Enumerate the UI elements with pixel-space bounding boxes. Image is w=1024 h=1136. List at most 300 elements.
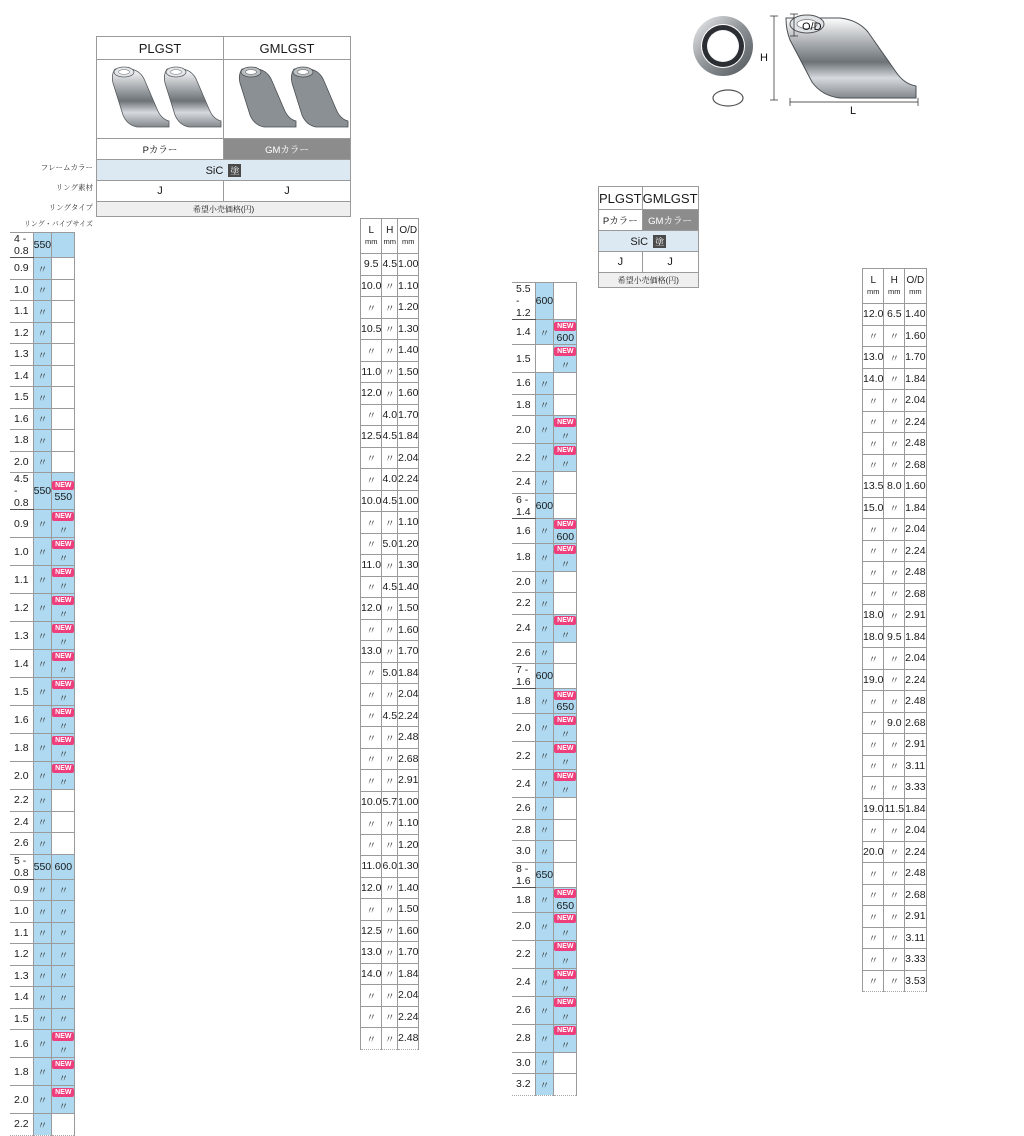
left-dim-od: 1.30 [398, 318, 419, 340]
table-row [512, 543, 577, 571]
dimension-row [863, 347, 927, 369]
price-value: 〃 [37, 307, 48, 319]
product-name-gmlgst: GMLGST [224, 37, 351, 60]
price-value: 〃 [37, 950, 48, 962]
right-dim-h: 〃 [884, 906, 905, 928]
ring-pipe-size: 1.1 [10, 566, 33, 594]
price-cell [52, 901, 75, 923]
price-cell [33, 734, 52, 762]
left-dim-od: 1.84 [398, 426, 419, 448]
price-cell [554, 689, 577, 714]
left-dim-h: 5.0 [382, 533, 398, 555]
new-badge: NEW [554, 545, 576, 554]
right-dim-h: 〃 [884, 927, 905, 949]
price-cell [52, 706, 75, 734]
left-dimension-table [360, 218, 419, 1050]
left-dim-od: 1.00 [398, 490, 419, 512]
price-cell [52, 1058, 75, 1086]
left-dim-l: 〃 [361, 748, 382, 770]
left-dim-l: 〃 [361, 813, 382, 835]
price-value: 〃 [37, 993, 48, 1005]
dim-od-label: O/D [802, 21, 822, 33]
left-dim-h: 〃 [382, 641, 398, 663]
right-dim-h: 〃 [884, 691, 905, 713]
dimension-row [863, 497, 927, 519]
price-value: 〃 [58, 526, 69, 537]
right-dim-l: 〃 [863, 390, 884, 412]
left-dim-l: 〃 [361, 619, 382, 641]
price-cell [535, 416, 554, 444]
price-cell [535, 1024, 554, 1052]
left-dim-l: 12.0 [361, 877, 382, 899]
left-dim-od: 1.00 [398, 254, 419, 276]
left-dim-od: 1.70 [398, 641, 419, 663]
price-value: 600 [54, 860, 73, 873]
price-cell [554, 571, 577, 593]
price-value: 〃 [37, 1040, 48, 1051]
price-cell [554, 862, 577, 887]
right-header-table [598, 186, 699, 288]
price-cell [554, 444, 577, 472]
price-value: 〃 [539, 1080, 550, 1092]
price-value: 650 [556, 899, 575, 912]
price-value: 〃 [37, 329, 48, 341]
table-row [10, 430, 75, 452]
price-cell [52, 301, 75, 323]
price-cell [535, 968, 554, 996]
left-dim-h: 〃 [382, 1006, 398, 1028]
price-cell [52, 833, 75, 855]
ring-pipe-size: 2.0 [512, 571, 535, 593]
price-cell [535, 614, 554, 642]
left-dim-h: 4.5 [382, 254, 398, 276]
right-dim-h: 〃 [884, 519, 905, 541]
right-dim-od: 2.04 [905, 390, 926, 412]
price-value: 〃 [539, 478, 550, 490]
left-price-table [10, 232, 75, 1136]
gmlgst-guide-image [224, 61, 350, 135]
dimension-row [361, 469, 419, 491]
price-value: 〃 [58, 666, 69, 677]
ring-pipe-size: 2.0 [10, 451, 33, 473]
price-cell [554, 1074, 577, 1096]
right-dim-od: 1.84 [905, 497, 926, 519]
price-cell [554, 642, 577, 664]
price-value: 600 [535, 295, 554, 307]
price-value: 650 [556, 701, 575, 713]
frame-color-gm: GMカラー [224, 139, 351, 160]
left-dim-h: 〃 [382, 275, 398, 297]
left-price-rows [10, 232, 75, 1136]
ring-pipe-size: 1.6 [512, 518, 535, 543]
dimension-row [361, 877, 419, 899]
left-dim-h: 5.7 [382, 791, 398, 813]
ring-pipe-size: 1.2 [10, 944, 33, 966]
left-dim-l: 〃 [361, 469, 382, 491]
price-cell [52, 233, 75, 258]
right-dim-h: 〃 [884, 562, 905, 584]
price-cell [52, 811, 75, 833]
ring-pipe-size: 1.3 [10, 622, 33, 650]
left-dim-od: 1.50 [398, 598, 419, 620]
price-value: 〃 [560, 432, 571, 443]
table-row [10, 387, 75, 409]
price-cell [535, 742, 554, 770]
table-row [10, 538, 75, 566]
table-row [10, 622, 75, 650]
left-dim-od: 2.48 [398, 1028, 419, 1050]
new-badge: NEW [52, 596, 74, 605]
left-dim-l: 12.5 [361, 426, 382, 448]
left-dim-od: 2.48 [398, 727, 419, 749]
left-dim-l: 〃 [361, 447, 382, 469]
right-price-rows [512, 282, 577, 1096]
left-dim-od: 1.10 [398, 512, 419, 534]
price-cell [535, 642, 554, 664]
price-value: 〃 [539, 401, 550, 413]
table-row [512, 1024, 577, 1052]
table-row [10, 833, 75, 855]
left-dim-l: 〃 [361, 770, 382, 792]
right-dim-l: 〃 [863, 820, 884, 842]
right-price-table [512, 282, 577, 1096]
price-value: 〃 [37, 576, 48, 587]
left-header-table [96, 36, 351, 217]
price-value: 〃 [539, 1059, 550, 1071]
price-cell [554, 373, 577, 395]
price-value: 550 [54, 491, 73, 503]
price-cell [52, 322, 75, 344]
right-dim-od: 1.60 [905, 476, 926, 498]
left-dim-h: 4.0 [382, 469, 398, 491]
price-cell [535, 593, 554, 615]
new-badge: NEW [52, 512, 74, 521]
ring-pipe-size: 2.0 [10, 1086, 33, 1114]
price-cell [33, 258, 52, 280]
price-cell [33, 650, 52, 678]
price-value: 〃 [539, 624, 550, 636]
price-cell [52, 510, 75, 538]
price-cell [554, 345, 577, 373]
right-dim-h: 〃 [884, 777, 905, 799]
ring-pipe-size: 0.9 [10, 879, 33, 901]
new-badge: NEW [52, 736, 74, 745]
price-cell [52, 344, 75, 366]
right-dim-l: 〃 [863, 755, 884, 777]
right-dim-h: 〃 [884, 540, 905, 562]
price-cell [33, 1114, 52, 1136]
right-dim-od: 1.70 [905, 347, 926, 369]
right-dim-od: 2.48 [905, 562, 926, 584]
table-row [512, 472, 577, 494]
table-row [10, 1086, 75, 1114]
price-value: 〃 [37, 972, 48, 984]
dimension-row [863, 906, 927, 928]
left-dim-od: 1.30 [398, 555, 419, 577]
right-frame-color-p: Pカラー [599, 210, 643, 231]
price-cell [52, 1008, 75, 1030]
table-row [512, 912, 577, 940]
dimension-row [863, 755, 927, 777]
right-dim-l: 12.0 [863, 304, 884, 326]
ring-pipe-size: 2.4 [512, 968, 535, 996]
new-badge: NEW [52, 1060, 74, 1069]
price-value: 550 [33, 860, 52, 873]
table-row [10, 854, 75, 879]
price-value: 〃 [539, 804, 550, 816]
right-dim-h: 〃 [884, 970, 905, 992]
price-value: 〃 [37, 907, 48, 919]
right-dim-od: 2.04 [905, 820, 926, 842]
ring-front-view [693, 16, 753, 76]
price-cell [33, 922, 52, 944]
price-value: 〃 [58, 694, 69, 705]
left-dim-l: 10.5 [361, 318, 382, 340]
price-cell [554, 416, 577, 444]
dim-l-label: L [850, 105, 857, 116]
price-cell [535, 571, 554, 593]
ring-pipe-size: 1.5 [10, 1008, 33, 1030]
price-cell [52, 678, 75, 706]
right-dim-l: 〃 [863, 863, 884, 885]
left-dim-l: 〃 [361, 834, 382, 856]
price-cell [554, 841, 577, 863]
price-cell [52, 762, 75, 790]
price-value: 〃 [37, 286, 48, 298]
price-cell [52, 944, 75, 966]
price-cell [33, 790, 52, 812]
price-value: 〃 [539, 1006, 550, 1018]
dimension-row [361, 770, 419, 792]
price-value: 〃 [539, 599, 550, 611]
dim-header-l: L mm [361, 219, 382, 254]
right-dim-l: 〃 [863, 648, 884, 670]
dimension-row [863, 519, 927, 541]
right-dim-od: 2.24 [905, 669, 926, 691]
right-dim-h: 〃 [884, 583, 905, 605]
price-note-left: 希望小売価格(円) [97, 202, 351, 217]
left-dim-l: 〃 [361, 684, 382, 706]
price-cell [52, 430, 75, 452]
left-dim-l: 10.0 [361, 791, 382, 813]
table-row [10, 451, 75, 473]
dimension-row [863, 476, 927, 498]
price-cell [52, 451, 75, 473]
new-badge: NEW [554, 942, 576, 951]
table-row [512, 283, 577, 320]
left-dim-h: 〃 [382, 361, 398, 383]
price-cell [535, 518, 554, 543]
table-row [512, 798, 577, 820]
right-dim-od: 1.84 [905, 368, 926, 390]
right-dim-od: 1.84 [905, 626, 926, 648]
price-cell [554, 714, 577, 742]
right-dim-l: 〃 [863, 691, 884, 713]
right-dim-l: 20.0 [863, 841, 884, 863]
new-badge: NEW [52, 1088, 74, 1097]
left-dim-od: 1.60 [398, 619, 419, 641]
ring-pipe-size: 0.9 [10, 510, 33, 538]
right-dim-l: 15.0 [863, 497, 884, 519]
right-dimension-table [862, 268, 927, 992]
new-badge: NEW [554, 616, 576, 625]
dimension-row [361, 834, 419, 856]
ring-pipe-size: 1.6 [10, 706, 33, 734]
ring-material-value [97, 160, 351, 181]
right-ring-type-gm: J [642, 252, 698, 273]
right-dim-h: 9.5 [884, 626, 905, 648]
right-dim-l: 19.0 [863, 798, 884, 820]
price-value: 〃 [58, 929, 69, 941]
left-dim-l: 12.5 [361, 920, 382, 942]
new-badge: NEW [554, 716, 576, 725]
right-dim-h: 11.5 [884, 798, 905, 820]
left-dim-l: 〃 [361, 533, 382, 555]
price-cell [33, 1058, 52, 1086]
table-row [512, 493, 577, 518]
price-cell [554, 664, 577, 689]
left-dim-h: 5.0 [382, 662, 398, 684]
right-dim-l: 〃 [863, 519, 884, 541]
dimension-row [361, 985, 419, 1007]
new-badge: NEW [52, 708, 74, 717]
left-dim-od: 1.10 [398, 275, 419, 297]
table-row [512, 1074, 577, 1096]
table-row [10, 762, 75, 790]
right-ring-material-value [599, 231, 699, 252]
right-dim-l: 19.0 [863, 669, 884, 691]
price-cell [554, 614, 577, 642]
right-dim-od: 2.24 [905, 540, 926, 562]
table-row [512, 996, 577, 1024]
price-cell [33, 510, 52, 538]
price-cell [33, 566, 52, 594]
dimension-row [361, 1006, 419, 1028]
price-value: 〃 [58, 554, 69, 565]
dimension-row [863, 970, 927, 992]
guide-drawing-svg [690, 6, 1020, 116]
left-dim-od: 1.40 [398, 576, 419, 598]
product-image-gmlgst [224, 60, 351, 139]
right-product-name-gmlgst: GMLGST [642, 187, 698, 210]
right-dim-l: 〃 [863, 433, 884, 455]
dimension-row [361, 426, 419, 448]
ring-type-p: J [97, 181, 224, 202]
table-row [512, 642, 577, 664]
table-row [512, 518, 577, 543]
price-value: 〃 [539, 527, 550, 538]
right-dim-h: 〃 [884, 347, 905, 369]
dimension-row [863, 433, 927, 455]
price-value: 〃 [37, 264, 48, 276]
dimension-row [863, 734, 927, 756]
dimension-row [863, 411, 927, 433]
right-dim-od: 2.48 [905, 691, 926, 713]
price-note-right: 希望小売価格(円) [599, 273, 699, 288]
table-row [10, 566, 75, 594]
right-dim-od: 2.48 [905, 863, 926, 885]
dim-h-label: H [760, 52, 768, 64]
new-badge: NEW [52, 568, 74, 577]
dimension-row [361, 641, 419, 663]
price-value: 〃 [37, 1068, 48, 1079]
right-dim-od: 2.68 [905, 454, 926, 476]
right-dim-od: 2.24 [905, 841, 926, 863]
left-dim-h: 4.5 [382, 705, 398, 727]
dimension-row [863, 454, 927, 476]
table-row [10, 706, 75, 734]
product-name-plgst: PLGST [97, 37, 224, 60]
right-dim-od: 2.91 [905, 605, 926, 627]
right-dim-od: 3.11 [905, 755, 926, 777]
table-row [10, 879, 75, 901]
dimension-row [863, 949, 927, 971]
left-dim-l: 〃 [361, 340, 382, 362]
price-value: 〃 [560, 928, 571, 940]
left-dim-h: 〃 [382, 899, 398, 921]
ring-pipe-size: 1.4 [10, 365, 33, 387]
ring-type-gm: J [224, 181, 351, 202]
left-dim-od: 1.84 [398, 662, 419, 684]
ring-pipe-size: 1.8 [512, 887, 535, 912]
left-dim-od: 1.60 [398, 920, 419, 942]
price-cell [52, 922, 75, 944]
left-dim-od: 2.24 [398, 705, 419, 727]
new-badge: NEW [554, 998, 576, 1007]
price-value: 〃 [560, 559, 571, 571]
left-dim-l: 10.0 [361, 490, 382, 512]
price-cell [33, 279, 52, 301]
left-dim-l: 〃 [361, 985, 382, 1007]
dimension-row [361, 813, 419, 835]
new-badge: NEW [52, 1032, 74, 1041]
new-badge: NEW [52, 540, 74, 549]
table-row [512, 664, 577, 689]
ring-pipe-size: 2.2 [10, 1114, 33, 1136]
right-dim-l: 〃 [863, 734, 884, 756]
ring-pipe-size: 1.8 [512, 543, 535, 571]
right-dim-l: 〃 [863, 884, 884, 906]
price-cell [554, 320, 577, 345]
right-dim-h: 〃 [884, 820, 905, 842]
new-badge: NEW [52, 481, 74, 490]
right-dim-header-h: H mm [884, 269, 905, 304]
dimension-row [863, 304, 927, 326]
dimension-row [361, 748, 419, 770]
left-dim-l: 〃 [361, 727, 382, 749]
price-cell [535, 444, 554, 472]
price-value: 〃 [37, 839, 48, 851]
price-cell [535, 283, 554, 320]
left-dim-od: 1.70 [398, 942, 419, 964]
row-label-ring-material: リング素材 [55, 183, 93, 192]
right-dim-od: 2.91 [905, 734, 926, 756]
table-row [10, 344, 75, 366]
table-row [10, 922, 75, 944]
left-dim-l: 9.5 [361, 254, 382, 276]
price-cell [535, 841, 554, 863]
ring-pipe-size: 1.8 [10, 430, 33, 452]
ring-pipe-size: 1.4 [512, 320, 535, 345]
right-dim-l: 〃 [863, 949, 884, 971]
table-row [10, 944, 75, 966]
price-value: 〃 [37, 604, 48, 615]
price-value: 〃 [560, 758, 571, 769]
ring-pipe-size: 1.6 [10, 408, 33, 430]
price-value: 〃 [539, 752, 550, 763]
price-value: 〃 [560, 786, 571, 797]
left-dim-h: 〃 [382, 447, 398, 469]
